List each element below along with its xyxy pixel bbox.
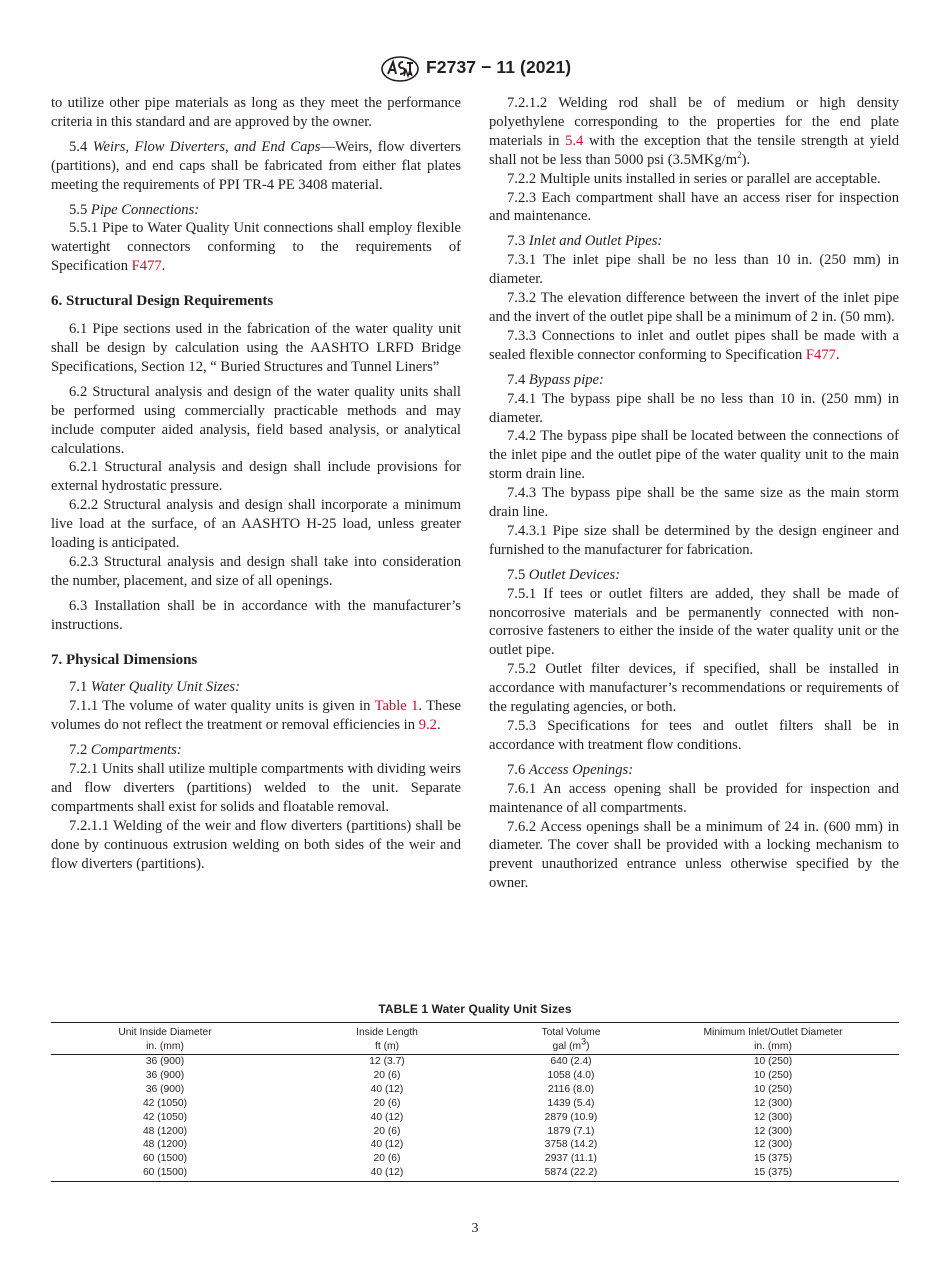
table-cell: 2116 (8.0) (547, 1083, 595, 1095)
section-5-5-1 (51, 219, 461, 276)
section-5-4 (51, 138, 461, 195)
unit-text: gal (m (552, 1040, 582, 1052)
table-title: TABLE 1 Water Quality Unit Sizes (378, 1002, 572, 1016)
table-cell: 1439 (5.4) (547, 1097, 595, 1109)
section-7-5-2: 7.5.2 Outlet filter devices, if specified, shall be installed in accordance with manufacturer’s recommendations or requirements of the regulating agencies, or both. (489, 661, 899, 716)
heading-section-6: 6. Structural Design Requirements (51, 293, 274, 310)
section-7-4 (489, 371, 899, 390)
table-cell: 1879 (7.1) (547, 1125, 595, 1137)
section-6-2-1: 6.2.1 Structural analysis and design shall include provisions for external hydrostatic pressure. (51, 459, 461, 495)
section-number: 7.5 (507, 566, 526, 583)
section-title: Compartments: (90, 742, 182, 759)
reference-link-table-1[interactable]: Table 1 (374, 698, 419, 715)
section-5-5 (51, 201, 461, 220)
reference-link-f477[interactable]: F477 (805, 346, 836, 363)
table-header-units-row (51, 1040, 899, 1055)
column-header: Unit Inside Diameter (51, 1023, 279, 1040)
section-body: 7.3.3 Connections to inlet and outlet pipes shall be made with a sealed flexible connector conforming to Specification (489, 327, 899, 363)
table-cell: 20 (6) (373, 1125, 401, 1137)
section-number: 7.6 (507, 761, 526, 778)
section-7-1-1 (51, 697, 461, 735)
table-cell: 48 (1200) (142, 1125, 188, 1137)
right-column (489, 94, 899, 899)
page-header (0, 50, 950, 90)
table-row (51, 1083, 899, 1097)
table-cell: 40 (12) (370, 1083, 404, 1095)
section-7-2-2: 7.2.2 Multiple units installed in series or parallel are acceptable. (507, 170, 881, 187)
table-cell: 20 (6) (373, 1097, 401, 1109)
table-cell: 36 (900) (145, 1083, 185, 1095)
table-cell: 40 (12) (370, 1139, 404, 1151)
table-cell: 60 (1500) (51, 1166, 279, 1181)
section-title: Outlet Devices: (528, 566, 621, 583)
table-cell: 15 (375) (647, 1166, 899, 1181)
column-header: Total Volume (495, 1023, 647, 1040)
section-title: Pipe Connections: (90, 201, 200, 218)
section-7-5-1: 7.5.1 If tees or outlet filters are added, they shall be made of noncorrosive materials and be permanently connected with non-corrosive fasteners to either the inside of the water quality unit or the outlet pipe. (489, 585, 899, 659)
water-quality-unit-sizes-table (51, 1022, 899, 1182)
table-cell: 2879 (10.9) (544, 1111, 598, 1123)
section-body: —Weirs, flow diverters (partitions), and end caps shall be fabricated from either flat plates meeting the requirements of PPI TR-4 PE 3408 material. (51, 138, 461, 193)
section-6-2-2: 6.2.2 Structural analysis and design shall incorporate a minimum live load at the surface, of an AASHTO H-25 load, unless greater loading is anticipated. (51, 497, 461, 552)
section-7-3-1: 7.3.1 The inlet pipe shall be no less than 10 in. (250 mm) in diameter. (489, 252, 899, 288)
reference-link-5-4[interactable]: 5.4 (565, 132, 584, 149)
table-cell: 42 (1050) (142, 1097, 188, 1109)
table-cell: 20 (6) (373, 1069, 401, 1081)
table-header-row (51, 1023, 899, 1040)
table-cell: 42 (1050) (142, 1111, 188, 1123)
table-row (51, 1125, 899, 1139)
table-cell: 12 (300) (753, 1097, 793, 1109)
section-body: 7.2.1.2 Welding rod shall be of medium or high density polyethylene corresponding to the properties for the end plate materials in (489, 95, 899, 149)
table-cell: 36 (900) (145, 1056, 185, 1067)
section-body: 5.5.1 Pipe to Water Quality Unit connections shall employ flexible watertight connectors conforming to the requirements of Specification (51, 220, 461, 275)
table-cell: 12 (3.7) (369, 1056, 405, 1067)
section-7-3-3 (489, 327, 899, 365)
table-cell: 20 (6) (373, 1153, 401, 1165)
section-7-6-2: 7.6.2 Access openings shall be a minimum of 24 in. (600 mm) in diameter. The cover shall be provided with a locking mechanism to prevent unauthorized entrance unless otherwise specified by the owner. (489, 818, 899, 892)
section-body: . These volumes do not reflect the treatment or removal efficiencies in (51, 698, 461, 734)
section-title: Weirs, Flow Diverters, and End Caps (92, 138, 321, 155)
table-cell: 10 (250) (753, 1056, 793, 1067)
punctuation: . (436, 717, 441, 734)
left-column (51, 94, 461, 880)
section-body: 7.1.1 The volume of water quality units is given in (69, 698, 375, 715)
page-number: 3 (471, 1221, 479, 1236)
unit-text: ) (586, 1040, 590, 1052)
table-cell: 15 (375) (753, 1153, 793, 1165)
table-cell: 640 (2.4) (550, 1056, 592, 1067)
table-cell: 5874 (22.2) (495, 1166, 647, 1181)
section-number: 7.3 (507, 233, 526, 250)
section-title: Inlet and Outlet Pipes: (528, 233, 663, 250)
table-cell: 40 (12) (279, 1166, 495, 1181)
punctuation: . (161, 258, 166, 275)
table-row (51, 1138, 899, 1152)
column-header: Minimum Inlet/Outlet Diameter (647, 1023, 899, 1040)
reference-link-9-2[interactable]: 9.2 (418, 717, 437, 734)
section-number: 7.1 (69, 679, 88, 696)
section-7-3 (489, 232, 899, 251)
section-7-2-1: 7.2.1 Units shall utilize multiple compartments with dividing weirs and flow diverters (partitions) welded to the unit. Separate compartments shall exist for solids and floatable removal. (51, 761, 461, 815)
table-cell: 10 (250) (753, 1069, 793, 1081)
punctuation: . (835, 346, 840, 363)
section-number: 5.4 (69, 138, 88, 155)
table-cell: 3758 (14.2) (544, 1139, 598, 1151)
column-unit: ft (m) (279, 1040, 495, 1055)
section-7-6 (489, 761, 899, 780)
table-cell: 36 (900) (145, 1069, 185, 1081)
table-row (51, 1097, 899, 1111)
section-7-5-3: 7.5.3 Specifications for tees and outlet filters shall be in accordance with treatment flow conditions. (489, 718, 899, 753)
section-6-2-3: 6.2.3 Structural analysis and design shall take into consideration the number, placement, and size of all openings. (51, 553, 461, 589)
column-unit (495, 1036, 647, 1055)
table-row (51, 1055, 899, 1069)
section-7-4-3-1: 7.4.3.1 Pipe size shall be determined by the design engineer and furnished to the manufacturer for fabrication. (489, 522, 899, 558)
section-7-4-2: 7.4.2 The bypass pipe shall be located between the connections of the inlet pipe and the outlet pipe of the water quality unit to the main storm drain line. (489, 428, 899, 483)
section-7-3-2: 7.3.2 The elevation difference between the invert of the inlet pipe and the invert of the outlet pipe shall be a minimum of 2 in. (50 mm). (489, 290, 899, 325)
table-cell: 10 (250) (753, 1083, 793, 1095)
section-7-6-1: 7.6.1 An access opening shall be provided for inspection and maintenance of all compartments. (489, 780, 899, 816)
table-row (51, 1166, 899, 1181)
section-body: with the exception that the tensile strength at yield shall not be less than 5000 psi (3.5MKg/m (489, 132, 900, 168)
heading-section-7: 7. Physical Dimensions (51, 651, 198, 668)
table-row (51, 1111, 899, 1125)
table-cell: 12 (300) (753, 1125, 793, 1137)
column-unit: in. (mm) (51, 1040, 279, 1055)
section-6-2: 6.2 Structural analysis and design of the water quality units shall be performed using commercially practicable methods and may include computer aided analysis, field based analysis, or analytical calculations. (51, 383, 461, 457)
column-header: Inside Length (279, 1023, 495, 1040)
section-title: Water Quality Unit Sizes: (90, 679, 240, 696)
section-6-3: 6.3 Installation shall be in accordance with the manufacturer’s instructions. (51, 597, 461, 633)
section-7-2 (51, 741, 461, 760)
superscript: 3 (581, 1036, 587, 1047)
section-6-1: 6.1 Pipe sections used in the fabrication of the water quality unit shall be design by calculation using the AASHTO LRFD Bridge Specifications, Section 12, “ Buried Structures and Tunnel Liners” (51, 321, 461, 375)
section-7-4-3: 7.4.3 The bypass pipe shall be the same size as the main storm drain line. (489, 485, 899, 521)
table-cell: 1058 (4.0) (547, 1069, 595, 1081)
table-cell: 2937 (11.1) (545, 1153, 597, 1165)
section-7-2-3: 7.2.3 Each compartment shall have an access riser for inspection and maintenance. (489, 189, 899, 225)
section-7-2-1-2 (489, 94, 899, 170)
standard-designation: F2737 − 11 (2021) (426, 57, 572, 77)
table-body (51, 1055, 899, 1182)
table-cell: 40 (12) (370, 1111, 404, 1123)
section-7-1 (51, 678, 461, 697)
superscript: 2 (737, 149, 742, 160)
reference-link-f477[interactable]: F477 (131, 258, 162, 275)
section-7-2-1-1: 7.2.1.1 Welding of the weir and flow diverters (partitions) shall be done by continuous extrusion welding on both sides of the weir and flow diverters (partitions). (51, 817, 461, 872)
astm-logo-graphic (380, 56, 420, 82)
section-title: Bypass pipe: (528, 371, 604, 388)
paragraph-continuation: to utilize other pipe materials as long as they meet the performance criteria in this standard and are approved by the owner. (51, 95, 461, 130)
section-title: Access Openings: (528, 761, 634, 778)
column-unit: in. (mm) (647, 1040, 899, 1055)
table-row (51, 1152, 899, 1166)
astm-logo-icon (380, 56, 420, 82)
table-1 (51, 1002, 899, 1182)
table-cell: 12 (300) (753, 1111, 793, 1123)
table-cell: 12 (300) (753, 1139, 793, 1151)
section-number: 7.4 (507, 371, 526, 388)
table-cell: 60 (1500) (142, 1153, 188, 1165)
punctuation: ). (741, 151, 751, 168)
section-number: 5.5 (69, 201, 88, 218)
table-cell: 48 (1200) (142, 1139, 188, 1151)
section-7-5 (489, 566, 899, 585)
table-row (51, 1069, 899, 1083)
section-number: 7.2 (69, 742, 88, 759)
section-7-4-1: 7.4.1 The bypass pipe shall be no less than 10 in. (250 mm) in diameter. (489, 390, 899, 426)
